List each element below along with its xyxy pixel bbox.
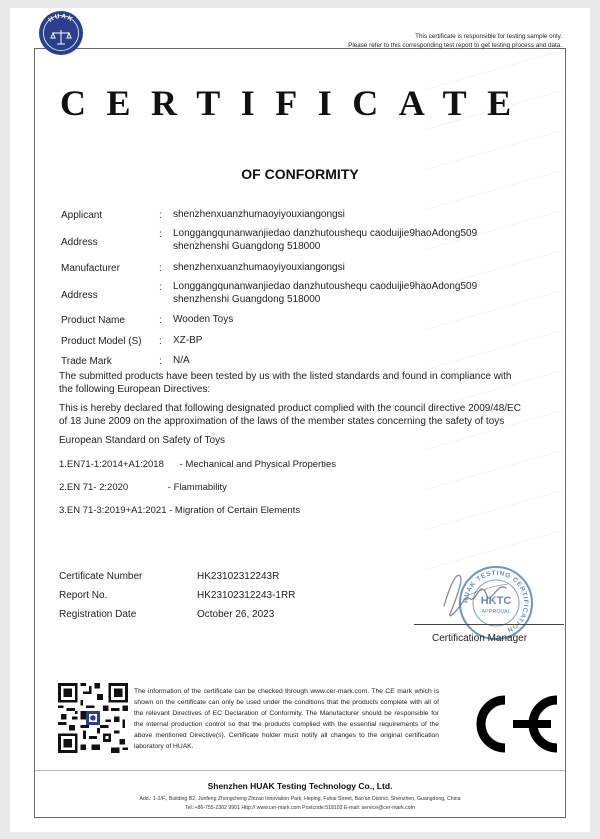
notice-line-1: This certificate is responsible for testing sample only. (415, 33, 562, 40)
paragraph-line: the following European Directives: (59, 383, 211, 395)
manufacturer-value: shenzhenxuanzhumaoyiyouxiangongsi (173, 262, 345, 273)
trade-mark-label: Trade Mark (61, 356, 112, 367)
signature-line (414, 624, 564, 625)
colon: : (159, 210, 162, 221)
paragraph-line: of 18 June 2009 on the approximation of the laws of the member states concerning the safety of toys (59, 415, 505, 427)
certificate-number-value: HK23102312243R (197, 571, 280, 582)
declaration-paragraph (59, 403, 539, 428)
certificate-info-text: The information of the certificate can be checked through www.cer-mark.com. The CE mark which is shown on the certificate can only be used under the conditions that the products complete with all of the relevant Directives of EC Declaration of Conformity. The Manufacturer should be responsible for the internal production control so that the products complied with the essential requirements of the above mentioned Directive(s). Certificate holder must notify all changes to the original certification laboratory of HUAK. (134, 688, 439, 750)
address-line: shenzhenshi Guangdong 518000 (173, 293, 321, 305)
applicant-address (173, 228, 477, 253)
certificate-title: CERTIFICATE (60, 83, 532, 123)
colon: : (159, 282, 162, 293)
product-model-value: XZ-BP (173, 335, 203, 346)
colon: : (159, 315, 162, 326)
product-name-value: Wooden Toys (173, 314, 234, 325)
certificate-subtitle: OF CONFORMITY (241, 166, 359, 182)
company-contact-line: Tel.:+86-755-2302 9901 Http:// www.cer-mark.com Postcode:518103 E-mail: service@cer-mark.com (184, 804, 415, 811)
colon: : (159, 229, 162, 240)
watermark-pattern (424, 50, 564, 580)
address-line: Longgangqunanwanjiedao danzhutoushequ caoduijie9haoAdong509 (173, 228, 478, 239)
responsibility-notice (348, 32, 562, 50)
ce-mark-icon (455, 694, 563, 754)
stamp-approval-text: APPROVAL (481, 609, 511, 615)
registration-date-label: Registration Date (59, 609, 137, 620)
trade-mark-value: N/A (173, 355, 190, 366)
certificate-number-label: Certificate Number (59, 571, 143, 582)
footer-divider (35, 770, 565, 771)
svg-text:HUAK TESTING CERTIFICATION: HUAK TESTING CERTIFICATION (462, 569, 530, 634)
paragraph-line: This is hereby declared that following designated product complied with the council directive 2009/48/EC (59, 403, 521, 414)
standard-title: European Standard on Safety of Toys (59, 435, 226, 446)
svg-text:HUAK: HUAK (47, 12, 75, 24)
compliance-paragraph (59, 371, 539, 396)
manufacturer-address (173, 281, 477, 306)
colon: : (159, 336, 162, 347)
company-address-line: Add.: 1-2/F., Building B2, Junfeng Zhongcheng Zhizao Innovation Park, Heping, Fuhai Street, Bao'an District, Shenzhen, Guangdong, China (139, 796, 461, 802)
standard-item: 1.EN71-1:2014+A1:2018 - Mechanical and Physical Properties (59, 459, 336, 470)
huak-logo-seal (38, 10, 84, 56)
colon: : (159, 356, 162, 367)
address-label: Address (61, 237, 98, 248)
paragraph-line: The submitted products have been tested by us with the listed standards and found in compliance with (59, 371, 512, 382)
address-label: Address (61, 290, 98, 301)
standard-item: 2.EN 71- 2:2020 - Flammability (59, 482, 227, 493)
qr-code (58, 683, 128, 753)
report-number-value: HK23102312243-1RR (197, 590, 296, 601)
standard-item: 3.EN 71-3:2019+A1:2021 - Migration of Certain Elements (59, 505, 301, 516)
registration-date-value: October 26, 2023 (197, 609, 275, 620)
company-contact (0, 795, 600, 812)
product-model-label: Product Model (S) (61, 336, 142, 347)
stamp-center-text: HKTC (480, 595, 512, 607)
manufacturer-label: Manufacturer (61, 263, 120, 274)
colon: : (159, 263, 162, 274)
company-name: Shenzhen HUAK Testing Technology Co., Ltd. (207, 781, 393, 791)
address-line: Longgangqunanwanjiedao danzhutoushequ caoduijie9haoAdong509 (173, 281, 478, 292)
certification-stamp (458, 565, 534, 641)
applicant-label: Applicant (61, 210, 103, 221)
address-line: shenzhenshi Guangdong 518000 (173, 240, 321, 252)
notice-line-2: Please refer to this corresponding test report to get testing process and data. (348, 42, 562, 49)
applicant-value: shenzhenxuanzhumaoyiyouxiangongsi (173, 209, 345, 220)
product-name-label: Product Name (61, 315, 125, 326)
report-number-label: Report No. (59, 590, 108, 601)
signer-title: Certification Manager (432, 633, 528, 644)
